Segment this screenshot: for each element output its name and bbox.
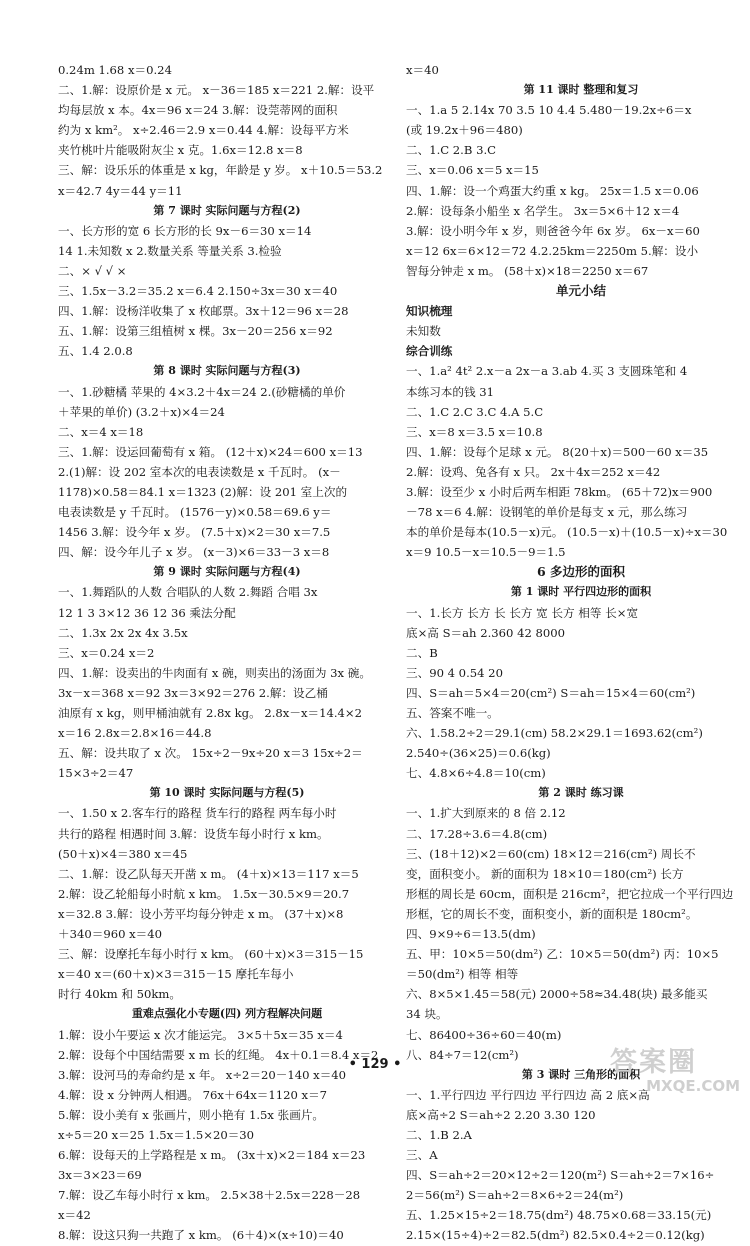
subsection-heading: 知识梳理: [406, 304, 453, 319]
answer-line: x＝16 2.8x＝2.8×16＝44.8: [58, 726, 212, 741]
lesson-heading: 第 9 课时 实际问题与方程(4): [153, 565, 301, 579]
answer-line: 油原有 x kg，则甲桶油就有 2.8x kg。 2.8x－x＝14.4×2: [58, 706, 362, 720]
answer-line: 2.540÷(36×25)＝0.6(kg): [406, 746, 551, 761]
answer-line: 智每分钟走 x m。 (58＋x)×18＝2250 x＝67: [406, 263, 649, 278]
answer-line: 四、S＝ah÷2＝20×12÷2＝120(m²) S＝ah÷2＝7×16÷: [406, 1168, 715, 1183]
answer-line: 八、84÷7＝12(cm²): [406, 1047, 519, 1062]
answer-line: 2.解：设鸡、兔各有 x 只。 2x＋4x＝252 x＝42: [406, 464, 661, 479]
answer-line: 一、1.砂糖橘 苹果的 4×3.2＋4x＝24 2.(砂糖橘的单价: [58, 384, 346, 399]
answer-line: 五、1.解：设第三组植树 x 棵。3x－20＝256 x＝92: [58, 324, 333, 339]
answer-line: (50＋x)×4＝380 x＝45: [58, 846, 188, 861]
answer-line: 二、x＝4 x＝18: [58, 424, 144, 439]
answer-line: 五、1.25×15÷2＝18.75(dm²) 48.75×0.68＝33.15(元): [406, 1208, 712, 1223]
answer-line: 2.解：设每条小船坐 x 名学生。 3x＝5×6＋12 x＝4: [406, 203, 680, 218]
answer-line: 三、x＝8 x＝3.5 x＝10.8: [406, 424, 543, 439]
answer-line: 形框的周长是 60cm，面积是 216cm²，把它拉成一个平行四边: [406, 886, 734, 901]
answer-line: 四、1.解：设每个足球 x 元。 8(20＋x)＝500－60 x＝35: [406, 444, 709, 459]
answer-line: 一、1.50 x 2.客车行的路程 货车行的路程 两车每小时: [58, 806, 337, 821]
answer-line: 三、解：设乐乐的体重是 x kg，年龄是 y 岁。 x＋10.5＝53.2: [58, 163, 383, 178]
answer-line: 本练习本的钱 31: [406, 384, 495, 399]
answer-line: 二、17.28÷3.6＝4.8(cm): [406, 826, 548, 841]
answer-line: 三、1.5x－3.2＝35.2 x＝6.4 2.150÷3x＝30 x＝40: [58, 284, 338, 299]
answer-line: 一、1.平行四边 平行四边 平行四边 高 2 底×高: [406, 1087, 650, 1102]
answer-line: 四、1.解：设杨洋收集了 x 枚邮票。3x＋12＝96 x＝28: [58, 304, 349, 319]
lesson-heading: 重难点强化小专题(四) 列方程解决问题: [131, 1007, 323, 1021]
answer-line: ＝50(dm²) 相等 相等: [406, 967, 519, 982]
watermark-url: MXQE.COM: [646, 1077, 740, 1095]
subsection-heading: 综合训练: [406, 344, 453, 359]
answer-line: 3x－x＝368 x＝92 3x＝3×92＝276 2.解：设乙桶: [58, 685, 328, 700]
answer-line: x＝42: [58, 1208, 91, 1223]
answer-line: 二、× √ √ ×: [58, 263, 127, 278]
answer-line: 均每层放 x 本。4x＝96 x＝24 3.解：设莞蒂网的面积: [58, 103, 338, 118]
answer-line: 夹竹桃叶片能吸附灰尘 x 克。1.6x＝12.8 x＝8: [58, 143, 303, 158]
answer-line: 3.解：设河马的寿命约是 x 年。 x÷2＝20－140 x＝40: [58, 1067, 347, 1082]
answer-line: 1178)×0.58＝84.1 x＝1323 (2)解：设 201 室上次的: [58, 484, 348, 499]
answer-line: 三、x＝0.06 x＝5 x＝15: [406, 163, 539, 178]
answer-line: (或 19.2x＋96＝480): [406, 123, 523, 138]
lesson-heading: 第 11 课时 整理和复习: [523, 83, 639, 97]
answer-line: 3x＝3×23＝69: [58, 1168, 142, 1183]
answer-line: 3.解：设小明今年 x 岁，则爸爸今年 6x 岁。 6x－x＝60: [406, 223, 700, 238]
answer-line: 5.解：设小美有 x 张画片，则小艳有 1.5x 张画片。: [58, 1107, 325, 1122]
answer-line: 4.解：设 x 分钟两人相遇。 76x＋64x＝1120 x＝7: [58, 1087, 328, 1102]
answer-line: 2.(1)解：设 202 室本次的电表读数是 x 千瓦时。 (x－: [58, 464, 341, 479]
answer-line: x＝32.8 3.解：设小芳平均每分钟走 x m。 (37＋x)×8: [58, 906, 344, 921]
answer-line: 六、1.58.2÷2＝29.1(cm) 58.2×29.1＝1693.62(cm²): [406, 726, 703, 741]
answer-line: 电表读数是 y 千瓦时。 (1576－y)×0.58＝69.6 y＝: [58, 505, 332, 520]
answer-line: 二、1.C 2.C 3.C 4.A 5.C: [406, 404, 544, 419]
lesson-heading: 第 10 课时 实际问题与方程(5): [149, 786, 305, 800]
answer-line: 底×高÷2 S＝ah÷2 2.20 3.30 120: [406, 1107, 596, 1122]
answer-line: 三、A: [406, 1148, 438, 1163]
answer-line: 四、解：设今年儿子 x 岁。 (x－3)×6＝33－3 x＝8: [58, 545, 330, 560]
answer-line: 四、1.解：设一个鸡蛋大约重 x kg。 25x＝1.5 x＝0.06: [406, 183, 699, 198]
lesson-heading: 第 8 课时 实际问题与方程(3): [153, 364, 301, 378]
lesson-heading: 第 7 课时 实际问题与方程(2): [153, 203, 301, 217]
answer-line: 六、8×5×1.45＝58(元) 2000÷58≈34.48(块) 最多能买: [406, 987, 708, 1002]
answer-line: 形框，它的周长不变，面积变小，新的面积是 180cm²。: [406, 906, 698, 921]
answer-line: 2.解：设每个中国结需要 x m 长的红绳。 4x＋0.1＝8.4 x＝2: [58, 1047, 379, 1062]
answer-line: x＝40 x＝(60＋x)×3＝315－15 摩托车每小: [58, 967, 294, 982]
watermark-text: 答案圈: [610, 1047, 697, 1078]
answer-line: ＋340＝960 x＝40: [58, 927, 163, 942]
answer-line: 一、1.a 5 2.14x 70 3.5 10 4.4 5.480－19.2x÷6＝x: [406, 103, 692, 118]
answer-line: 三、(18＋12)×2＝60(cm) 18×12＝216(cm²) 周长不: [406, 846, 696, 861]
answer-line: x＝40: [406, 63, 439, 77]
answer-line: 2＝56(m²) S＝ah÷2＝8×6÷2＝24(m²): [406, 1188, 624, 1203]
answer-line: 二、1.3x 2x 2x 4x 3.5x: [58, 625, 188, 640]
answer-line: x＝9 10.5－x＝10.5－9＝1.5: [406, 545, 566, 560]
answer-line: 五、解：设共取了 x 次。 15x÷2－9x÷20 x＝3 15x÷2＝: [58, 746, 363, 761]
answer-line: 1.解：设小午要运 x 次才能运完。 3×5＋5x＝35 x＝4: [58, 1027, 343, 1042]
answer-line: 三、x＝0.24 x＝2: [58, 645, 155, 660]
answer-line: 6.解：设每天的上学路程是 x m。 (3x＋x)×2＝184 x＝23: [58, 1148, 366, 1163]
answer-line: 本的单价是每本(10.5－x)元。 (10.5－x)＋(10.5－x)÷x＝30: [406, 525, 728, 540]
answer-line: 1456 3.解：设今年 x 岁。 (7.5＋x)×2＝30 x＝7.5: [58, 525, 331, 540]
answer-line: 五、1.4 2.0.8: [58, 344, 133, 359]
answer-line: 2.解：设乙轮船每小时航 x km。 1.5x－30.5×9＝20.7: [58, 886, 350, 901]
answer-line: 0.24m 1.68 x＝0.24: [58, 63, 172, 77]
answer-line: 2.15×(15÷4)÷2＝82.5(dm²) 82.5×0.4÷2＝0.12(kg): [406, 1228, 705, 1243]
answer-line: 一、1.扩大到原来的 8 倍 2.12: [406, 806, 566, 821]
section-heading: 6 多边形的面积: [536, 564, 626, 580]
answer-line: 34 块。: [406, 1007, 448, 1022]
answer-line: －78 x＝6 4.解：设钢笔的单价是每支 x 元，那么练习: [406, 505, 688, 520]
answer-line: x＝42.7 4y＝44 y＝11: [58, 183, 183, 198]
answer-line: 7.解：设乙车每小时行 x km。 2.5×38＋2.5x＝228－28: [58, 1188, 361, 1203]
lesson-heading: 第 2 课时 练习课: [538, 786, 624, 800]
answer-line: x＝12 6x＝6×12＝72 4.2.25km＝2250m 5.解：设小: [406, 243, 699, 258]
answer-line: 二、1.解：设原价是 x 元。 x－36＝185 x＝221 2.解：设平: [58, 83, 375, 98]
answer-line: 一、1.舞蹈队的人数 合唱队的人数 2.舞蹈 合唱 3x: [58, 585, 318, 600]
answer-line: 三、90 4 0.54 20: [406, 665, 503, 680]
answer-line: 一、长方形的宽 6 长方形的长 9x－6＝30 x＝14: [58, 223, 312, 238]
page-number: • 129 •: [348, 1057, 402, 1072]
watermark-logo: [610, 1048, 740, 1098]
answer-line: 四、S＝ah＝5×4＝20(cm²) S＝ah＝15×4＝60(cm²): [406, 685, 696, 700]
answer-line: 三、1.解：设运回葡萄有 x 箱。 (12＋x)×24＝600 x＝13: [58, 444, 363, 459]
answer-line: ＋苹果的单价) (3.2＋x)×4＝24: [58, 404, 225, 419]
answer-line: 二、B: [406, 645, 438, 660]
lesson-heading: 第 3 课时 三角形的面积: [521, 1067, 641, 1081]
answer-line: 二、1.B 2.A: [406, 1127, 472, 1142]
answer-line: 三、解：设摩托车每小时行 x km。 (60＋x)×3＝315－15: [58, 947, 364, 962]
answer-line: 14 1.未知数 x 2.数量关系 等量关系 3.检验: [58, 243, 282, 258]
answer-line: 12 1 3 3×12 36 12 36 乘法分配: [58, 605, 236, 620]
lesson-heading: 第 1 课时 平行四边形的面积: [510, 585, 652, 599]
answer-line: 七、86400÷36÷60＝40(m): [406, 1027, 562, 1042]
answer-line: 变，面积变小。 新的面积为 18×10＝180(cm²) 长方: [406, 866, 684, 881]
section-heading: 单元小结: [555, 283, 606, 299]
answer-line: 五、甲：10×5＝50(dm²) 乙：10×5＝50(dm²) 丙：10×5: [406, 947, 719, 962]
answer-line: 四、9×9÷6＝13.5(dm): [406, 927, 536, 942]
answer-line: 七、4.8×6÷4.8＝10(cm): [406, 766, 546, 781]
answer-line: 一、1.a² 4t² 2.x－a 2x－a 3.ab 4.买 3 支圆珠笔和 4: [406, 364, 688, 379]
answer-line: 3.解：设至少 x 小时后两车相距 78km。 (65＋72)x＝900: [406, 484, 713, 499]
answer-line: 约为 x km²。 x÷2.46＝2.9 x＝0.44 4.解：设每平方米: [58, 123, 349, 138]
answer-line: 时行 40km 和 50km。: [58, 987, 181, 1002]
answer-line: 底×高 S＝ah 2.360 42 8000: [406, 625, 566, 640]
answer-line: x÷5＝20 x＝25 1.5x＝1.5×20＝30: [58, 1127, 255, 1142]
answer-line: 8.解：设这只狗一共跑了 x km。 (6＋4)×(x÷10)＝40: [58, 1228, 344, 1243]
answer-line: 五、答案不唯一。: [406, 706, 499, 720]
answer-line: 二、1.解：设乙队每天开凿 x m。 (4＋x)×13＝117 x＝5: [58, 866, 359, 881]
answer-line: 15×3÷2＝47: [58, 766, 134, 781]
answer-line: 二、1.C 2.B 3.C: [406, 143, 497, 158]
answer-line: 共行的路程 相遇时间 3.解：设货车每小时行 x km。: [58, 826, 329, 841]
answer-line: 四、1.解：设卖出的牛肉面有 x 碗，则卖出的汤面为 3x 碗。: [58, 665, 371, 680]
answer-line: 未知数: [406, 324, 441, 339]
answer-line: 一、1.长方 长方 长 长方 宽 长方 相等 长×宽: [406, 605, 639, 620]
